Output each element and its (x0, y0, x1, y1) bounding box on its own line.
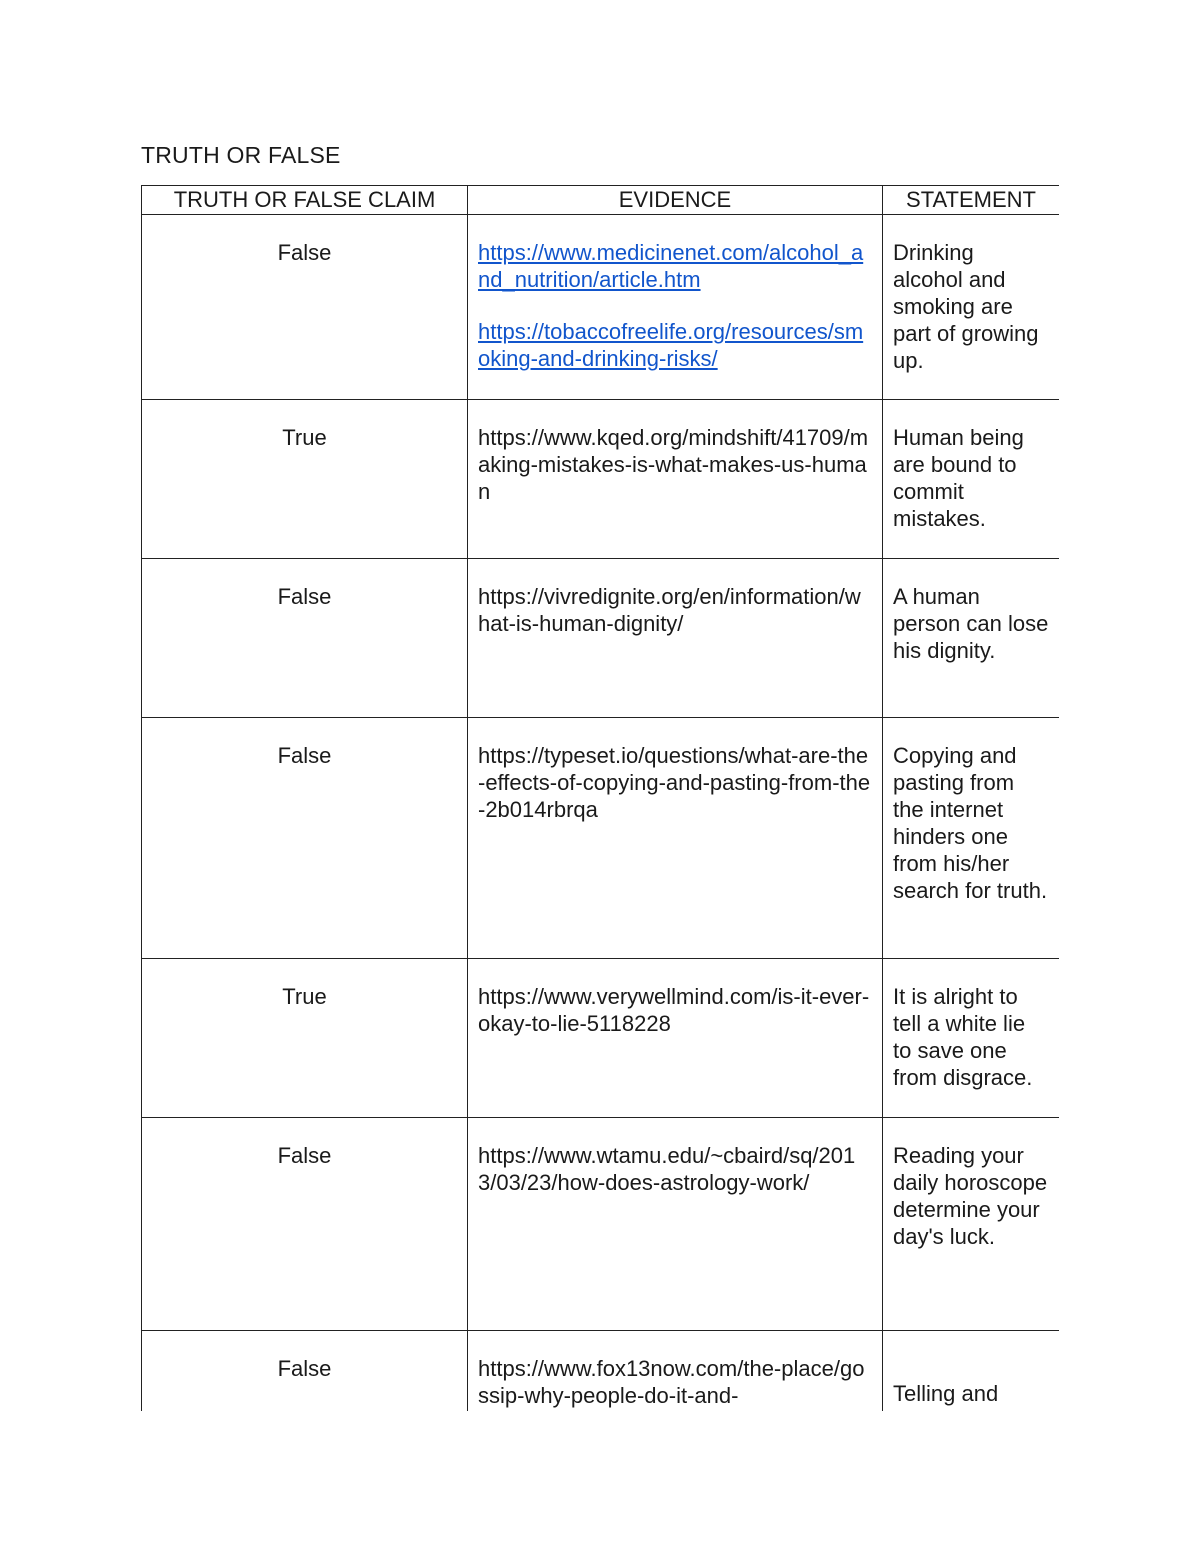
table-row (142, 1118, 1060, 1331)
claim-cell: True (142, 400, 468, 559)
claim-cell: False (142, 718, 468, 959)
evidence-cell (468, 959, 883, 1118)
statement-cell: Reading your daily horoscope determine your day's luck. (883, 1118, 1060, 1331)
statement-cell: Telling and (883, 1331, 1060, 1412)
statement-cell: Drinking alcohol and smoking are part of growing up. (883, 215, 1060, 400)
claim-cell: False (142, 215, 468, 400)
evidence-cell (468, 400, 883, 559)
evidence-url: https://www.wtamu.edu/~cbaird/sq/2013/03/23/how-does-astrology-work/ (478, 1143, 856, 1195)
evidence-url: https://vivredignite.org/en/information/what-is-human-dignity/ (478, 584, 861, 636)
table-row (142, 718, 1060, 959)
header-evidence: EVIDENCE (468, 186, 883, 215)
claims-table (141, 185, 1059, 1411)
table-row (142, 400, 1060, 559)
evidence-cell (468, 1118, 883, 1331)
header-claim: TRUTH OR FALSE CLAIM (142, 186, 468, 215)
claim-cell: False (142, 1331, 468, 1412)
header-statement: STATEMENT (883, 186, 1060, 215)
claim-cell: False (142, 1118, 468, 1331)
statement-cell: A human person can lose his dignity. (883, 559, 1060, 718)
table-header-row (142, 186, 1060, 215)
statement-cell: Copying and pasting from the internet hinders one from his/her search for truth. (883, 718, 1060, 959)
claim-cell: False (142, 559, 468, 718)
evidence-url: https://www.fox13now.com/the-place/gossip-why-people-do-it-and- (478, 1356, 865, 1408)
evidence-cell (468, 718, 883, 959)
evidence-link[interactable]: https://tobaccofreelife.org/resources/smoking-and-drinking-risks/ (478, 319, 864, 371)
evidence-url: https://www.kqed.org/mindshift/41709/making-mistakes-is-what-makes-us-human (478, 425, 869, 504)
evidence-cell (468, 1331, 883, 1412)
evidence-url: https://www.verywellmind.com/is-it-ever-okay-to-lie-5118228 (478, 984, 870, 1036)
table-row (142, 215, 1060, 400)
evidence-link[interactable]: https://www.medicinenet.com/alcohol_and_nutrition/article.htm (478, 240, 864, 292)
evidence-cell (468, 559, 883, 718)
table-row (142, 1331, 1060, 1412)
claim-cell: True (142, 959, 468, 1118)
table-row (142, 559, 1060, 718)
evidence-url: https://typeset.io/questions/what-are-the-effects-of-copying-and-pasting-from-the-2b014rbrqa (478, 743, 871, 822)
statement-cell: It is alright to tell a white lie to save one from disgrace. (883, 959, 1060, 1118)
table-row (142, 959, 1060, 1118)
document-title: TRUTH OR FALSE (141, 142, 341, 168)
statement-cell: Human being are bound to commit mistakes. (883, 400, 1060, 559)
claims-table-container (141, 185, 1059, 1411)
evidence-cell (468, 215, 883, 400)
